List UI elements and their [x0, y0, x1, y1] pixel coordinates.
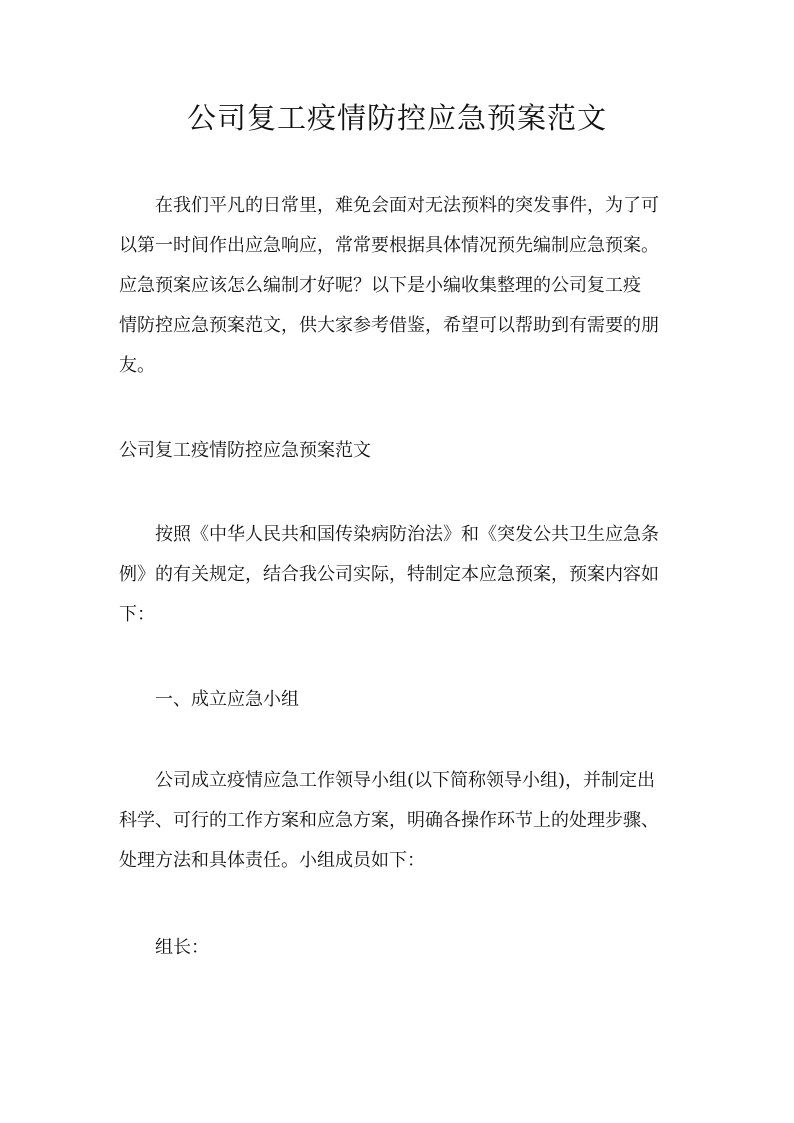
leader-paragraph: [119, 928, 679, 968]
section-one-heading: [119, 680, 679, 720]
subtitle-paragraph: [119, 431, 679, 471]
section-one-line-3: 处理方法和具体责任。小组成员如下：: [119, 850, 425, 871]
section-one-body: [119, 761, 679, 881]
document-title: 公司复工疫情防控应急预案范文: [186, 101, 607, 135]
basis-line-2: 例》的有关规定，结合我公司实际，特制定本应急预案，预案内容如: [119, 564, 659, 585]
intro-paragraph: [119, 186, 679, 386]
intro-line-5: 友。: [119, 355, 155, 376]
intro-line-3: 应急预案应该怎么编制才好呢？以下是小编收集整理的公司复工疫: [119, 275, 641, 296]
intro-line-4: 情防控应急预案范文，供大家参考借鉴，希望可以帮助到有需要的朋: [119, 315, 659, 336]
subtitle-text: 公司复工疫情防控应急预案范文: [119, 440, 371, 461]
intro-line-2: 以第一时间作出应急响应，常常要根据具体情况预先编制应急预案。: [119, 235, 659, 256]
basis-line-3: 下：: [119, 604, 155, 625]
section-one-line-1: 公司成立疫情应急工作领导小组(以下简称领导小组)，并制定出: [155, 770, 656, 791]
section-one-heading-text: 一、成立应急小组: [155, 689, 299, 710]
basis-line-1: 按照《中华人民共和国传染病防治法》和《突发公共卫生应急条: [155, 524, 659, 545]
basis-paragraph: [119, 515, 679, 635]
leader-label: 组长：: [155, 937, 209, 958]
intro-line-1: 在我们平凡的日常里，难免会面对无法预料的突发事件，为了可: [155, 195, 659, 216]
section-one-line-2: 科学、可行的工作方案和应急方案，明确各操作环节上的处理步骤、: [119, 810, 659, 831]
